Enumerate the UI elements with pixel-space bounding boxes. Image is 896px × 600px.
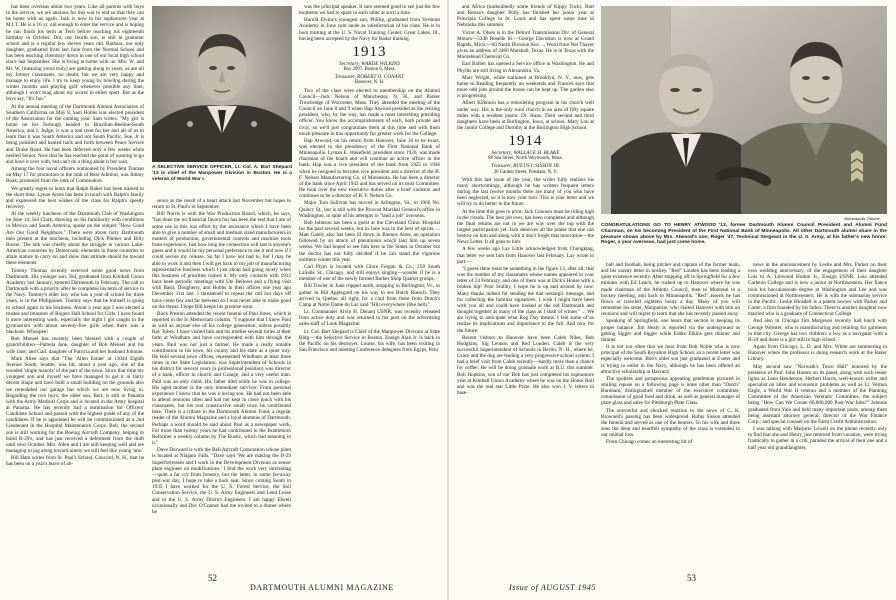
paragraph: And also in Chicago Jim Margeson recently had lunch with George Webster, who is manufacturing and retailing fur garments in that city. George has two children: a boy as a navigator with a B-24 and there is a girl still in high school. [748,318,887,343]
column-1-bottom-text [457,177,594,396]
magazine-footer-title: DARTMOUTH ALUMNI MAGAZINE [250,583,394,592]
left-column-2 [152,198,291,564]
paragraph: news in the announcement by Leslie and Mrs. Parker on their own wedding anniversary, of the engagement of their daughter Lois to A. Linwood Holton Jr., Ensign USNR. Lois attended Carleton College and is now a junior at Northwestern. Her fiance took his baccalaureate degree at Washington and Lee and was commissioned at Northwestern. He is with the submarine service in the Pacific. Leslie Hinsdell is a patent lawyer with Parker and Carter, a firm founded by his father. There is another daughter now married who is a graduate of Connecticut College. [748,262,887,318]
paragraph: Bill Towler in June tripped north, stopping in Burlington, Vt., to gather in Bill Applegard on his way to see Butch Ruesch. They arrived in Quebec all right, for a card from there from Dutch's Camp at Notre Dame du Lac said "Hilt everywhere (like hell)." [299,283,440,308]
class-treasurer: Treasurer, RUFUS I. SISSON JR. [491,163,560,170]
class-year-heading-1914: 1914 [508,133,543,150]
portrait-photo-shepard-image [152,6,292,162]
paragraph: At the annual meeting of the Dartmouth Alumni Association of Southern California on May 8, Sam Hobbs was elected president of the Association for the coming year. Sam writes: "My girl is home on her furlough headed to Brazilian-Beeline-South America, and I, Judge, it was a real treat for her and all of us to learn that it was South America and not South Pacific. Sue, Jr is being polished and hauled back and forth between Peace Service and Drake Road. He had been deferred only a few weeks while nestled Senior. Now that he has reached the point of wanting to go and have it over with, but can't do a thing about it but wait. [6,103,144,165]
photo-credit: Minneapolis Tribune. [844,216,881,221]
paragraph: Carl Plym is located with Glore Forgan & Co., 258 South LaSalle St., Chicago, and still enjoys singing—wonder if he is a member of one of the newly formed Barber Shop Quartet groups. [299,263,440,283]
photo-caption-right: CONGRATULATIONS GO TO HENRY ATWOOD '13, former Dartmouth Alumni Council President and Alumni Fund Chairman, on his becoming President of the First National Bank of Minneapolis. All other Dartmouth alumni share in the pleasure shown above by Mrs. Atwood's son, Roger '47, Technical Sergeant in the U. S. Army, at his father's new honor. Roger, a year overseas, had just come home. [601,223,887,246]
paragraph: "I guess there must be something in the figure 13, after all; that was the number of my classmates whose names appeared in your letter of 24 February, and one of them was at Dick's House with a broken hip! Poor Stubby, I hope he is up and around by now. Many thanks indeed for sending me that nostalgic message, and for collecting the familiar signatures. I wish I might have been with you all and could have looked at the old Dartmouth and thought together as many of the class as I shall of winter." ... We are trying to anticipate what Rog Day means. I feel some of us realize its implications and importance to the full. And now for the future. [457,265,594,334]
paragraph: A few weeks ago Lay Little acknowledged from Chungking, that letter we sent him from Hanover last February. Lay wrote in part:— [457,246,594,265]
paragraph: ball and football, being pitcher and captain of the former team, and his varsity letter in hockey. "Red" Louden has been leading a quiet existence recently. After stopping off in Springfield for a few minutes with Ed Leach, he rushed up to Hanover where he was made chairman of the Athletic Council, then to Montreal to a hockey meeting, and back to Minneapolis. "Red" asserts he has flown or traveled eighteen hours a day. Many of you will remember his sister, Marguerite, who visited Hanover with him on reunions and will regret to learn that she has recently passed away. [601,262,740,318]
photo-atwood-and-son [601,6,887,214]
column-3-bottom-text [299,88,440,354]
column-3-top-text [299,4,440,42]
paragraph: Major Tom Sullivan has moved in Arlington, Va., to 1966 No. Quincy St., but is still with the Provost Marshal General's office in Washington, in spite of his attempts to "land a job" overseas. [299,200,440,219]
page-number-right: 53 [687,573,696,583]
paragraph: Among the four naval officers nominated by President Truman on May 17 for promotion to the rank of Rear Admiral, was Jimmy Boak, promoted from the rank of Commodore. [6,166,144,185]
paragraph: From Chicago comes an interesting bit of [606,439,693,446]
right-column-2 [601,262,740,566]
column-1-top-text [457,4,594,131]
paragraph: was the principal speaker. It sure seemed good to see just the few moments we had to spare in each other at such a time. [299,4,440,17]
paragraph: Harold Elvins's youngest son, Phillip, graduated from Vermont Academy in June cum laude as valedictorian of his class. He is in boot training at the U. S. Naval Training Center, Great Lakes, Ill., having been accepted by the Navy for Radar training. [299,17,440,42]
paragraph: It is not too often that we hear from Bob Noble who is now principal of the South Royalton High School, so a recent letter was especially welcome. Bob's older son just graduated at Exeter and is trying to enlist in the Navy, although he has been offered an attractive scholarship at Harvard. [601,344,740,375]
class-treasurer-address: Hanover, N. H. [354,80,385,86]
class-secretary-address: Box 2097, Boston 6, Mass. [343,67,396,73]
paragraph: sence as the result of a heart attack last November but hopes to return to St. Paul's in September. [152,198,291,211]
paragraph: The sorrowful and shocked reaction to the news of C. K. Brownell's passing has been widespread. Rufus Sisson attended the funeral and served as one of the bearers. To his wife and three sons the deep and heartfelt sympathy of the class is extended in our mutual loss. [601,407,740,439]
class-treasurer: Treasurer, ROBERT O. CONANT [334,74,405,81]
paragraph: We greatly regret to learn that Ralph Baker has been trained to the short time. Lynne Arnes has been in touch with Ralph's family and expressed the best wishes of the class for Ralph's speedy recovery. [6,185,144,210]
left-column-3 [299,4,440,564]
paragraph: At the weekly luncheon of the Dartmouth Club of Washington on June 14, Sid Clark, drawing on his familiarity with conditions in Mexico and South America, spoke on the subject "How Good Are Our Good Neighbors." There were about forty Dartmouth men present at the luncheon, including Dick Plumer and Billy Baxter. The talk was chiefly about the struggle in various Latin-American countries by Democratic elements in those countries to attain stature to carry on and show that attitude should be toward these elements. [6,211,144,267]
class-secretary-address: 88 Sea Street, North Weymouth, Mass. [488,156,563,162]
paragraph: With this last issue of the year, the writer fully realizes his many shortcomings, although he has written frequent letters during the last twelve months there are many of you who have been neglected, so it is now your turn. This is your letter and we will try to do better in the future. [457,176,594,208]
class-secretary: Secretary, WALLACE H. BLAKE [491,150,560,157]
paragraph: Again from Chicago, L. D. and Mrs. White are summering in Hanover where the professor is doing research work at the Baker Library. [748,344,887,363]
paragraph: I was talking with Marjorie Lowell on the phone recently only to find that she and Henry, just returned from vacation, were trying frantically to gather in a crib, paraded the arrival of their one and a half year old granddaughter, [748,426,887,451]
paragraph: Two of the class were elected to membership on the Alumni Council—Jack Nelson of Manchester, N. H., and Parker Trowbridge of Worcester, Mass. They attended the meeting of the Council on June 8 and 9 when Hap Atwood presided as the retiring president, who, by the way, has made a most interesting presiding officer. You know the accomplishments of each, both private and civic, so we'll just congratulate them at this time and with them much pleasure in this opportunity for greater work for the College. [299,87,440,137]
photo-caption-left: A SELECTIVE SERVICE OFFICER, Lt. Col. A. Bart Shepard '13 is chief of the Manpower Division in Boston. He is a veteran of World War I. [152,165,292,182]
paragraph: At the time this goes to print, Jack Connors must be riding high in the clouds. The best job ever, has been completed and although the final returns are not in we are way over the top with the largest participation yet. Jack deserves all the praise that one can bestow on him and along with it don't forget that innovation—the News Letter. It all goes to him. [457,208,594,246]
class-treasurer-address: 26 Garden Street, Potsdam, N. Y. [493,169,558,175]
paragraph: Marc Wright, while stationed at Brooklyn, N. Y., now, gets home to Reading frequently on weekends and Frances says that more odd jobs around the house can be kept up. The garden also is progressing. [457,74,594,100]
paragraph: Speaking of Springfield, one hears that section is keeping its proper balance. Jim Healy is reported via the underground as getting bigger and bigger while Eddie Elkins gets thinner and thinner. [601,318,740,343]
paragraph: Dave Dorward is with the Bell Aircraft Corporation whose plant is located at Niagara Falls. "Dave says 'We are making the B-29 Superfortresses and I work in the Development Division as senior plant engineer on modifications.' I find the work very interesting—quite a far cry from forestry, but the latter, in some far-away post-war day, I hope to take a back seat. Since coming South in 1935 I have worked for the U. S. Forest Service, the Soil Conservation Service, the U. S. Army Engineers and Lend Lease and in the U. S. Army District Engineers. I am happy Elwell occasionally and Doc O'Connor had me invited to a dinner where he [152,447,291,515]
paragraph: Mark Allen says that "The 'Allen Estate' at 13044 Eighth Avenue South, Seattle, was hit, about a year ago, one of the wooded 'single manors' of the part of the town. Since that time my youngest son and myself we have managed to get it in fairly decent shape and have built a small building on the grounds also we remodeled our garage but which we are now living in. Regarding the two boys, the older son, Bert, is still in Panama with the Army Medical Corps and is located in the Army hospital at Panama. He has recently had a nomination for Officers' Candidate School and passed with the highest grade of any of the candidates. If he is appointed he will be commissioned as a 2nd Lieutenant in the Hospital Maintenance Corps. Bob, the second son is still working for the Boeing Aircraft Company, helping to build B-29's, and has just received a deferment from the draft until next October. Mrs. Allen and I are still keeping well and are managing to jog along toward ninety we still feel like young 'uns.' [6,355,144,455]
paragraph: Lt. Col. Bart Shepard is Chief of the Manpower Division at State Bldg.—the Selective Service in Boston. Ensign Alan Jr. is back in the Pacific on his destroyer. Louise, his wife, has been visiting in San Francisco and meeting Conference delegates from Egypt, Peru [299,328,440,353]
paragraph: Hap Atwood, on his return from Hanover, June 10 to be exact, was elected to the presidency of the First National Bank of Minneapolis. Lyman E. Wakefield, president since 1926, was made chairman of the board and will continue an active officer in the bank. Hap was a vice president of the bank from 1925 to 1936 when he resigned to become vice president and a director of the B. F. Nelson Manufacturing Co. of Minnesota. He has been a director of the bank since April 1943 and has served on its trust Committee. He took over the new executive duties after a brief vacation and continues to be a director of B. F. Nelson Co. [299,137,440,200]
paragraph: and Africa (undoubtedly some friends of Kippy Tuck). Bart and Renza's daughter Polly has finished her junior year at Principia College in St. Louis and has spent some time in Nebraska this summer. [457,4,594,29]
right-column-1 [457,4,594,564]
paragraph: Tommy Thomas recently received some good news from Dartmouth. His younger son, Ted, graduated from Kimball Union Academy last January, entered Dartmouth in February. The call to Dartmouth with a priority after he completes his term of service in the Navy. Tommy's elder boy who has a year of school for three years, is in the Philippines. Tommy says that he himself is going to school again in his business. About a year ago I was elected a trustee and treasurer of Rogers Hall School for Girls. I have found it more interesting work, especially the night I got caught in the gymnasium with about seventy-five girls when there was a blackout. Whoopee! [6,267,144,336]
paragraph: Bill Ham writes from St. Paul's School, Concord, N. H., that he has been on a year's leave of ab- [6,455,144,468]
paragraph: has been overseas about two years. Like all parents with boys in the service, we are anxious for this war to end so that they can be home with us again. Jack is now in his sophomore year at M.I.T. He is a 16 yr. old enough to enter the service and is hoping he can finish his term at Tech before reaching his eighteenth birthday in October. Dot, our fourth son, is still in grammar school and is a regular boy eleven years old. Barbara, our only daughter, graduated from last June from the Normal School and has been teaching chemistry down in one of our local high school since last September. She is living at home with us. Mrs. W. and Mr. W. (meaning yours truly) are getting along in years, as are all my former classmates, no doubt, but we are very happy and manage to enjoy life. I try to keep young by bowling during the winter months and playing golf whenever possible any time, although I won't brag about my scores in either sport. But as the boys say, "It's fun." [6,4,144,103]
page-number-left: 52 [208,573,217,583]
left-page [0,0,447,600]
paragraph: Recent visitors to Hanover have been Caleb Niles, Bob Hodgkins, Sig Lennon and Red Louden. Caleb is the very successful Superintendent of Schools in Berlin, N. H., where he, Grace and the dog are leading a very progressive school system. I had a brief visit from Caleb recently—hardly more than a chance for coffee. He will be doing graduate work at B.U. this summer. Bob Hopkins, son of our Bob has just completed his sophomore year at Kimball Union Academy where he was on the Honor Roll and was the real star Little Prize. He also won J. V. letters in base- [457,334,594,397]
paragraph: Earl Barber has opened a Service office in Washington. He and Phyllis are still living in Alexandria, Va. [457,61,594,74]
paragraph: Buck Preston attended the recent funeral of Paul Jones, which is reported in the In Memoriam column. "I suppose that I knew Paul as well as anyone else of his college generation, unless possibly Ray Tobey. I have visited him and his mother several times at their farm at Windham and have corresponded with him through the years. Paul was not just a farmer. He made a really notable contribution to his town, his county and his state as a quiet way. He held several town offices, represented Windham at least three times in the State Legislature, was Superintendent of Schools in his district for several years (a professional position) was director of a bank, officer in church and Grange, and a very useful man. Paul was an only child. His father died while he was in college. His aged mother is the only immediate survivor. From personal experience I know that he was a loving son. He had not been able to attend reunions often and had not kept in close touch with his classmates, but his real constructive small town he contributed here. There is a tribute in the Dartmouth Alumni Fund, a regular reader of the Alumni Magazine and a loyal alumnus of Dartmouth. Perhaps a word should be said about Paul as a newspaper work. For more than twenty years he had contributed to the Brattleboro Reformer a weekly column by The Rustic, which had meaning in it." [152,310,291,447]
paragraph: Lt. Commander Alvin H. Denant USNR, was recently released from active duty and was returned to his post on the advertising sales staff of Look Magazine. [299,309,440,328]
right-column-3 [748,262,887,566]
photo-atwood-and-son-image [601,6,887,214]
paragraph: The spotless and prosperous appearing gentleman pictured in smiling repose on a following page is none other than "Dutch" Burnham, distinguished member of the executive committee, connoisseur of good food and drink, as well as general manager of plate glass and sales for Pittsburgh Plate Glass. [601,375,740,407]
paragraph: Bob Johnson has been a guest at the Cleveland Clinic Hospital for the past several weeks, but in June was in the best of spirits. ... Matt Gately also has been ill down in Buenos Aires, an operation followed by an attack of pneumonia which laid him up seven weeks. We had hoped to see him here in the States in October but the doctor has not fully decided if he can stand the vigorous northern winter this year. [299,219,440,263]
paragraph: Bob Mensel has recently been blessed with a couple of grandchildren—Pamela Jane, daughter of Bob Mensel and his wife Jane; and Gail, daughter of Patricia and her husband Johnnie. [6,336,144,355]
paragraph: Bill Norris is with the War Production Board, which, he says, "has done me no financial favors but has been the end that I am of some use in this war effort by the assistance which I have been able to give a number of small and medium sized manufacturers in matters of production, governmental controls and machine tools from experience. Just how long the connection will last is anyone's guess and it would be my personal preference to see it end now if I could secure my release. So far I have not had to, but I may be able to work it and then I will get back to my job of manufacturing representative business which I just about had going nicely when this business of priorities ruined it. My only contacts with 1912 have been periodic meetings with Ute Bellows and a flying visit with Basil, Dougherty, and Hobbs in their offices one year ago December 31st last. I threatened to repeat the call but days off have come few and far between so I was never able to make good on the threat. I hope Bill keeps his promise soon. [152,211,291,310]
left-column-1 [6,4,144,564]
issue-date-footer: Issue of AUGUST 1945 [509,583,597,592]
paragraph: May second saw "Norwalk's Town Hall" honored by the presence of Prof. John Hamm on its panel, along with such lesser lights as Leon Henderson, Herbert Harris, well-known writer and specialist on labor and economic problems as well as Lt. Vernon Eagle, a World War II veteran and a member of the Planning Committee of the American Veterans' Committee, the subject being "How Can We Create 60,000,000 Post-War Jobs?" Johnnie graduated from Yale and held many important posts, among them being assistant attorney general; director of the War Finance Corp.; and special counsel on the Farm Credit Administration. [748,363,887,425]
class-secretary: Secretary, WARDE WILKINS [339,60,400,67]
paragraph: Albert Kilbourn has a remodeling program in his church well under way. His is the only rural church in an area of fifty square miles with a resident pastor. Dr. Jeans. Their second and third daughters have been at Burlington, Iowa, at school. Mary Lou at the Junior College and Dorothy at the Burlington High School. [457,100,594,131]
right-page [449,0,896,600]
class-year-heading-1913: 1913 [352,43,387,60]
paragraph: Victor A. Olsen is in the Detroit Transmission Div. of General Motors—5340 Roselle St.—George Davidson is now at Grand Rapids, Mich.—60 North Division Ave. ... Word from Nat Thayer gives an address of 2400 Marshall, Texas. He is in Texas with the Moorehead Chemical Co. [457,29,594,61]
portrait-photo-shepard [152,6,292,162]
